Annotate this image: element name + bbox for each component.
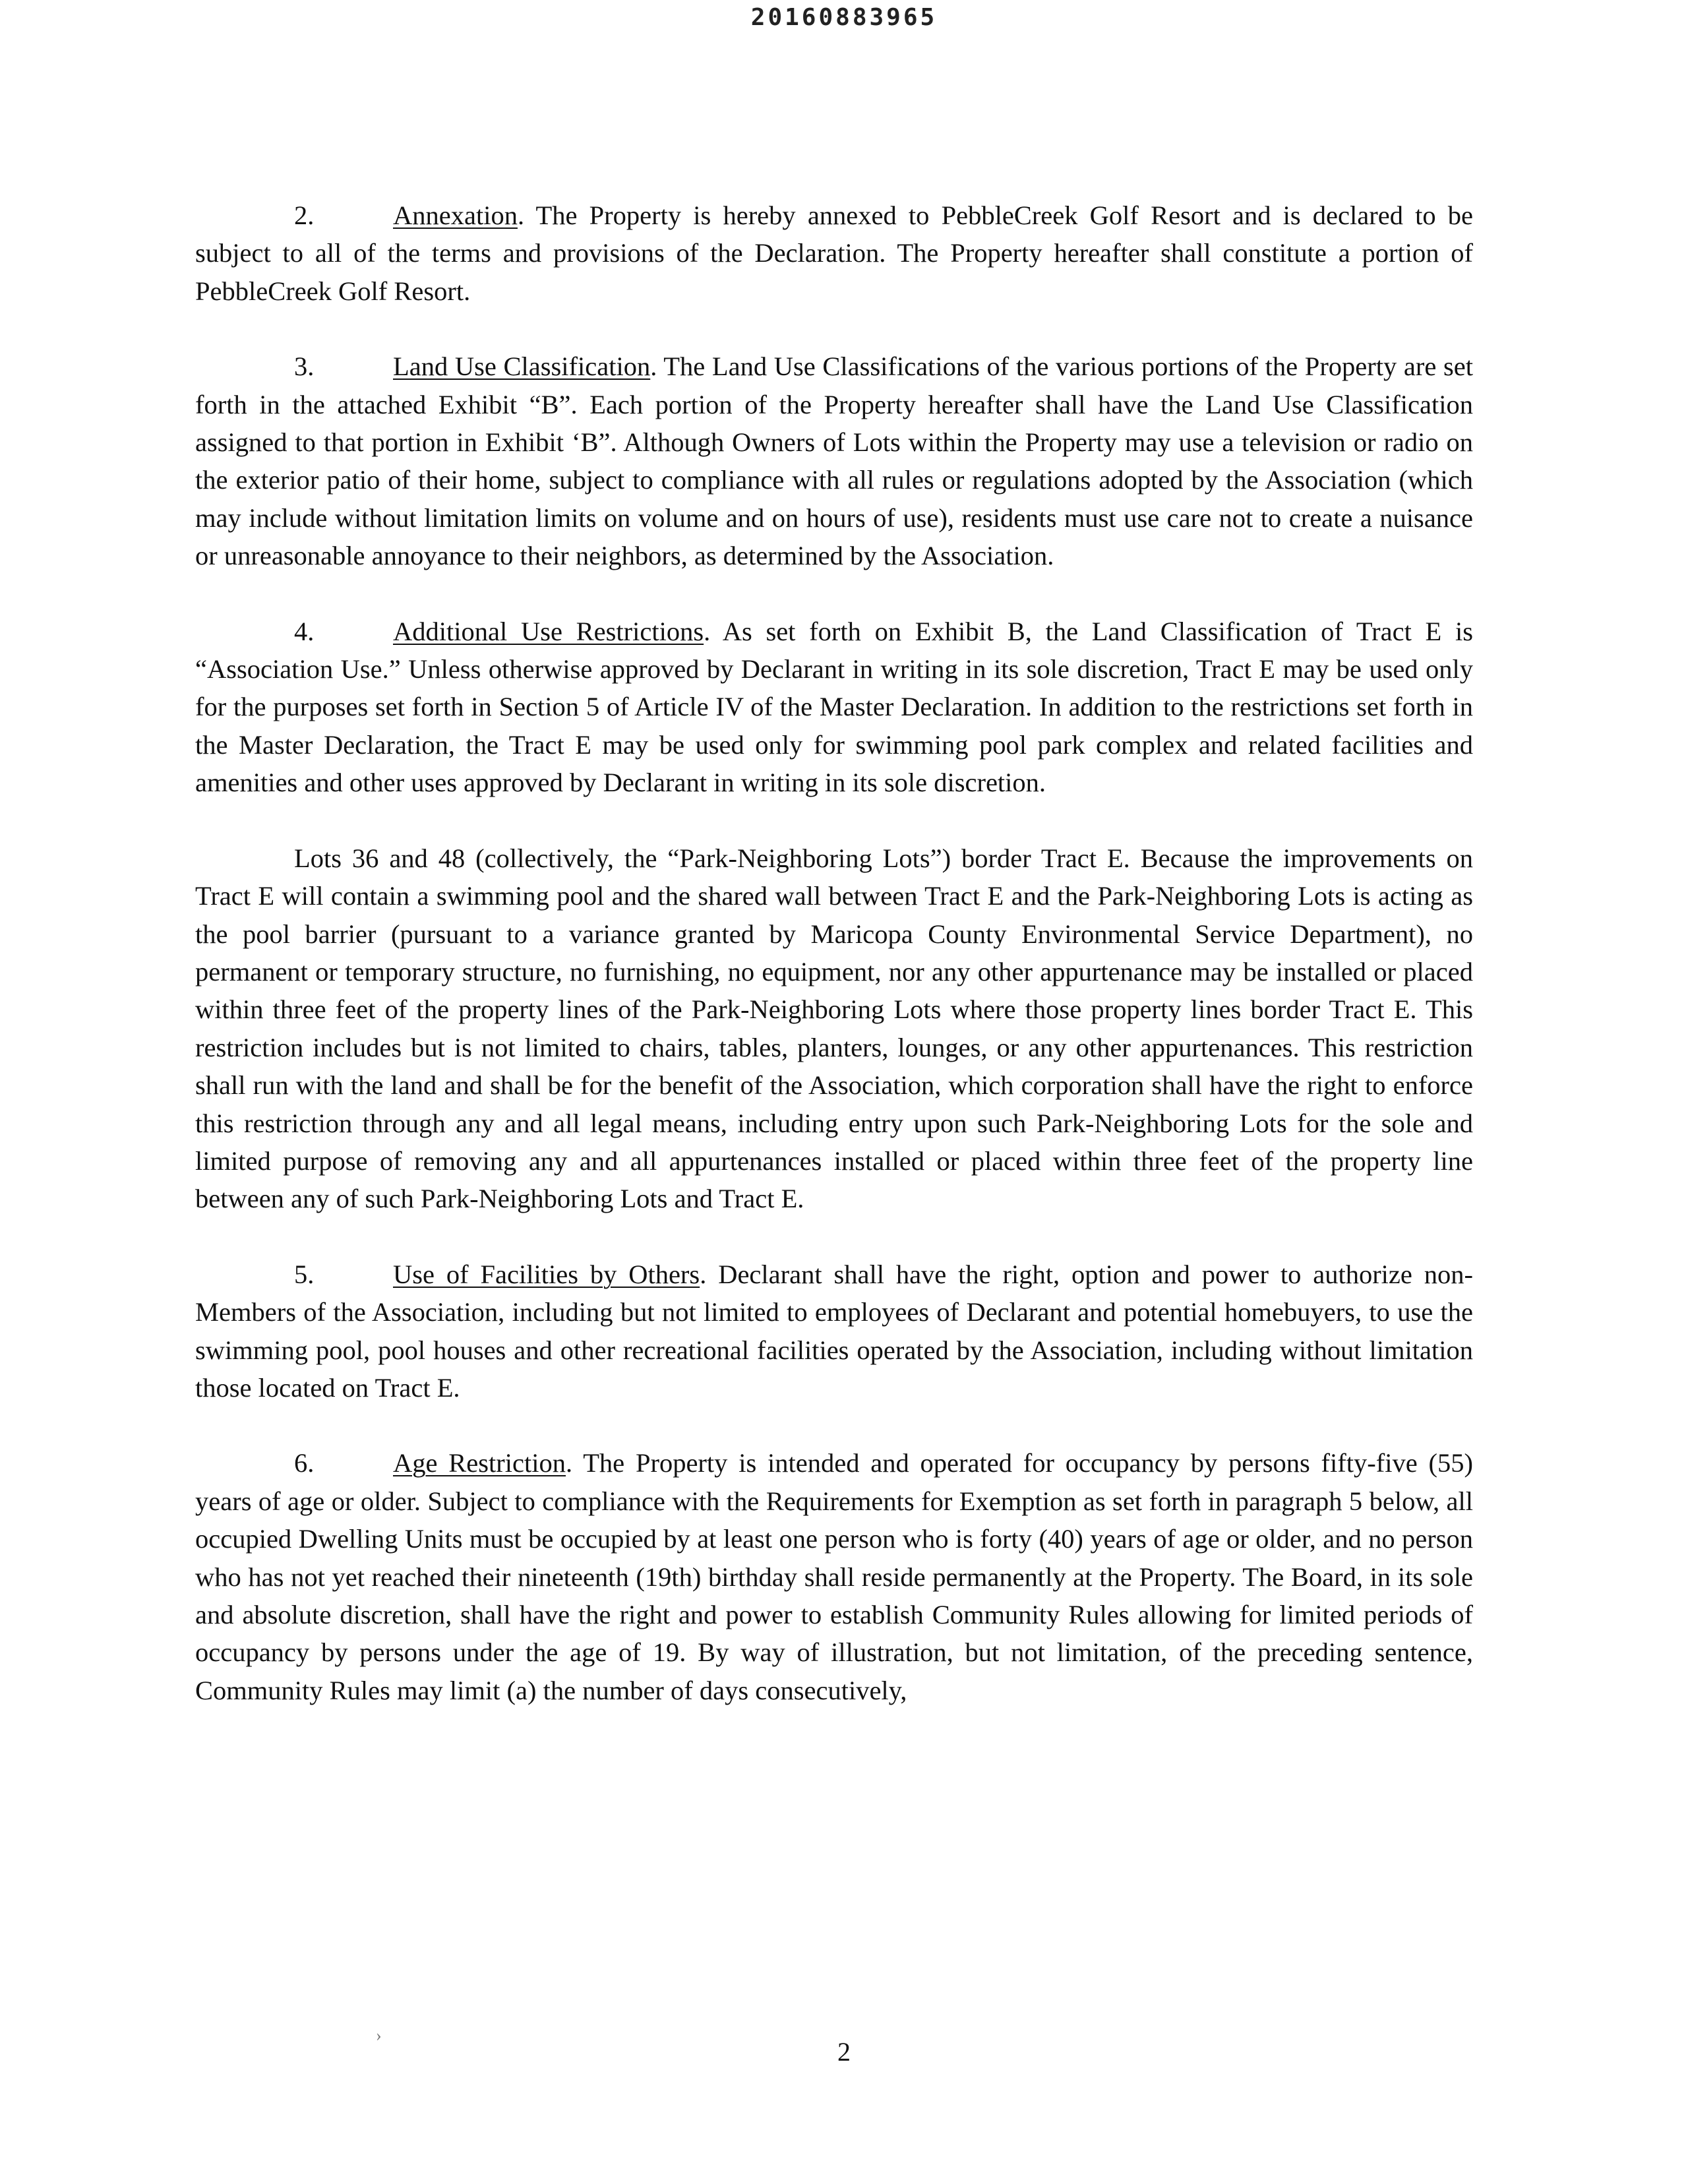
paragraph-number: 4. [294,616,315,646]
scan-speck: › [376,2026,382,2045]
paragraph-heading: Additional Use Restrictions [393,616,704,646]
paragraph-number: 3. [294,351,315,382]
paragraph-park-neighboring-lots [195,839,1473,1218]
paragraph-use-of-facilities [195,1256,1473,1407]
paragraph-heading: Land Use Classification [393,351,651,382]
paragraph-number: 6. [294,1448,315,1478]
paragraph-number: 2. [294,200,315,230]
paragraph-text: Lots 36 and 48 (collectively, the “Park-Neighboring Lots”) border Tract E. Because the improvements on Tract E will contain a swimming pool and the shared wall between Tract E and the Park-Neighboring Lots is acting as the pool barrier (pursuant to a variance granted by Maricopa County Environmental Service Department), no permanent or temporary structure, no furnishing, no equipment, nor any other appurtenance may be installed or placed within three feet of the property lines of the Park-Neighboring Lots where those property lines border Tract E. This restriction includes but is not limited to chairs, tables, planters, lounges, or any other appurtenances. This restriction shall run with the land and shall be for the benefit of the Association, which corporation shall have the right to enforce this restriction through any and all legal means, including entry upon such Park-Neighboring Lots for the sole and limited purpose of removing any and all appurtenances installed or placed within three feet of the property line between any of such Park-Neighboring Lots and Tract E. [195,843,1473,1214]
paragraph-text: . The Land Use Classifications of the various portions of the Property are set forth in the attached Exhibit “B”. Each portion of the Property hereafter shall have the Land Use Classification assigned to that portion in Exhibit ‘B”. Although Owners of Lots within the Property may use a television or radio on the exterior patio of their home, subject to compliance with all rules or regulations adopted by the Association (which may include without limitation limits on volume and on hours of use), residents must use care not to create a nuisance or unreasonable annoyance to their neighbors, as determined by the Association. [195,351,1473,571]
paragraph-land-use-classification [195,348,1473,574]
paragraph-text: . Declarant shall have the right, option and power to authorize non-Members of the Association, including but not limited to employees of Declarant and potential homebuyers, to use the swimming pool, pool houses and other recreational facilities operated by the Association, including without limitation those located on Tract E. [195,1259,1473,1403]
paragraph-heading: Use of Facilities by Others [393,1259,700,1289]
document-number: 20160883965 [750,4,938,31]
page-number: 2 [837,2037,851,2067]
paragraph-text: . As set forth on Exhibit B, the Land Classification of Tract E is “Association Use.” Unless otherwise approved by Declarant in writing in its sole discretion, Tract E may be used only for the purposes set forth in Section 5 of Article IV of the Master Declaration. In addition to the restrictions set forth in the Master Declaration, the Tract E may be used only for swimming pool park complex and related facilities and amenities and other uses approved by Declarant in writing in its sole discretion. [195,616,1473,798]
paragraph-heading: Annexation [393,200,518,230]
paragraph-annexation [195,197,1473,310]
paragraph-age-restriction [195,1444,1473,1709]
paragraph-additional-use-restrictions [195,613,1473,802]
paragraph-heading: Age Restriction [393,1448,566,1478]
paragraph-text: . The Property is hereby annexed to PebbleCreek Golf Resort and is declared to be subject to all of the terms and provisions of the Declaration. The Property hereafter shall constitute a portion of PebbleCreek Golf Resort. [195,200,1473,306]
paragraph-text: . The Property is intended and operated for occupancy by persons fifty-five (55) years of age or older. Subject to compliance with the Requirements for Exemption as set forth in paragraph 5 below, all occupied Dwelling Units must be occupied by at least one person who is forty (40) years of age or older, and no person who has not yet reached their nineteenth (19th) birthday shall reside permanently at the Property. The Board, in its sole and absolute discretion, shall have the right and power to establish Community Rules allowing for limited periods of occupancy by persons under the age of 19. By way of illustration, but not limitation, of the preceding sentence, Community Rules may limit (a) the number of days consecutively, [195,1448,1473,1705]
document-body [195,197,1473,1747]
paragraph-number: 5. [294,1259,315,1289]
